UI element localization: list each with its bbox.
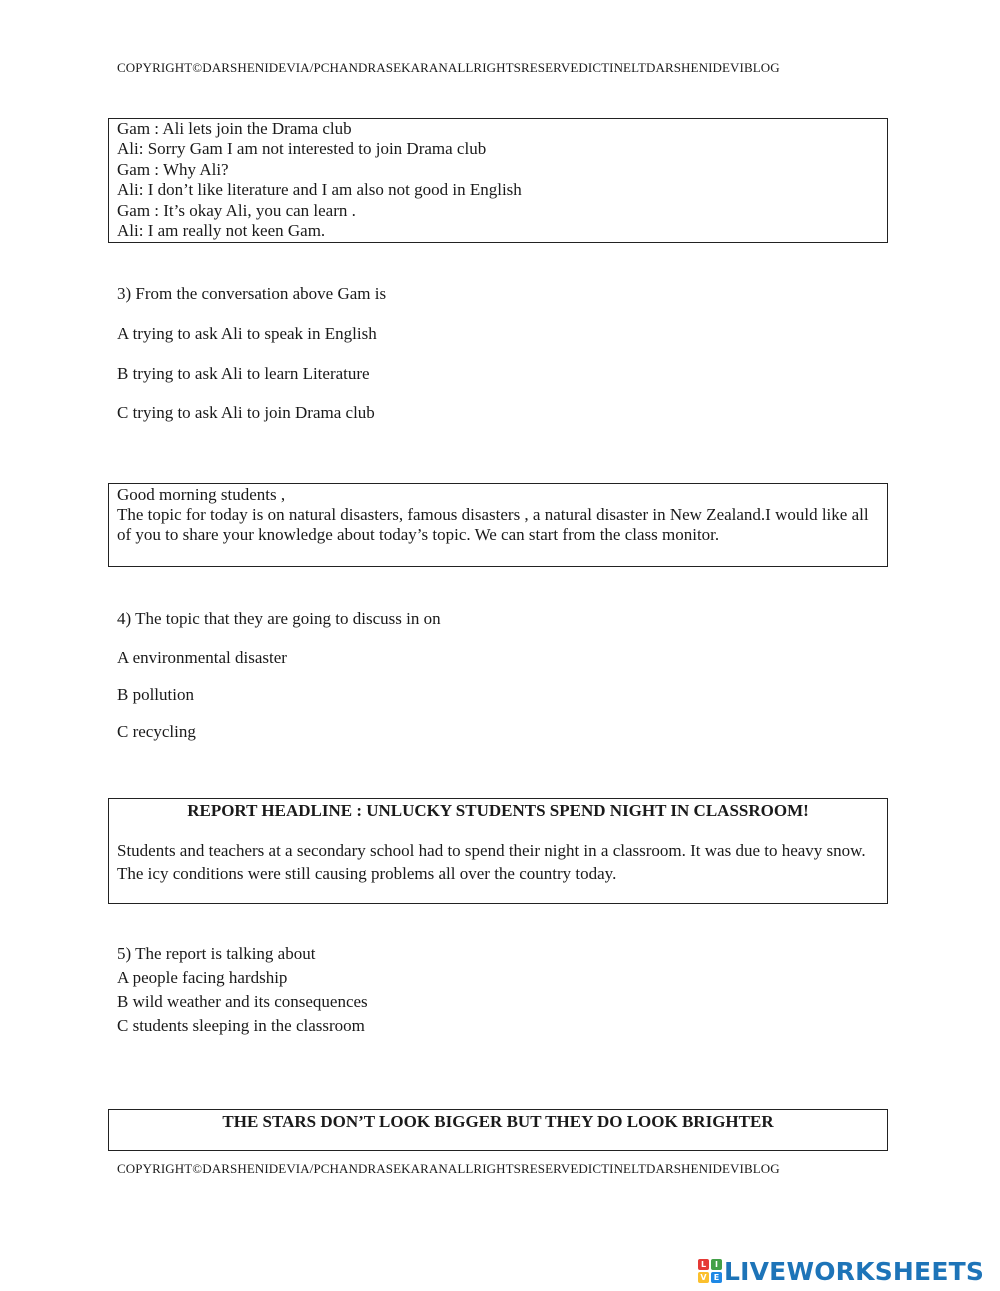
dialogue-line: Gam : Ali lets join the Drama club xyxy=(117,119,352,138)
announcement-body: The topic for today is on natural disasters, famous disasters , a natural disaster in New Zealand.I would like all of you to share your knowledge about today’s topic. We can start from the class monitor. xyxy=(117,505,869,544)
report-box xyxy=(108,798,888,904)
dialogue-line: Ali: I don’t like literature and I am also not good in English xyxy=(117,180,522,200)
q3-option-b: B trying to ask Ali to learn Literature xyxy=(117,364,370,383)
q3-option-a: A trying to ask Ali to speak in English xyxy=(117,324,377,343)
question-5: 5) The report is talking about xyxy=(117,944,316,963)
motto-box xyxy=(108,1109,888,1151)
dialogue-line: Ali: Sorry Gam I am not interested to join Drama club xyxy=(117,139,487,159)
q5-option-a: A people facing hardship xyxy=(117,968,288,987)
footer-copyright: COPYRIGHT©DARSHENIDEVIA/PCHANDRASEKARANALLRIGHTSRESERVEDICTINELTDARSHENIDEVIBLOG xyxy=(117,1161,780,1176)
announcement-greeting: Good morning students , xyxy=(117,485,286,504)
dialogue-line: Gam : Why Ali? xyxy=(117,159,229,179)
logo-cube: L xyxy=(698,1259,709,1270)
question-3: 3) From the conversation above Gam is xyxy=(117,284,387,303)
q3-option-c: C trying to ask Ali to join Drama club xyxy=(117,403,375,422)
motto-text: THE STARS DON’T LOOK BIGGER BUT THEY DO LOOK BRIGHTER xyxy=(222,1112,774,1131)
q5-option-c: C students sleeping in the classroom xyxy=(117,1016,365,1035)
logo-cube: E xyxy=(711,1272,722,1283)
q5-option-b: B wild weather and its consequences xyxy=(117,992,368,1011)
logo-text: LIVEWORKSHEETS xyxy=(724,1256,985,1286)
dialogue-box xyxy=(108,118,888,243)
header-copyright: COPYRIGHT©DARSHENIDEVIA/PCHANDRASEKARANALLRIGHTSRESERVEDICTINELTDARSHENIDEVIBLOG xyxy=(117,60,780,75)
dialogue-line: Gam : It’s okay Ali, you can learn . xyxy=(117,200,356,220)
announcement-box xyxy=(108,483,888,567)
logo-cubes-icon xyxy=(698,1259,722,1283)
question-4: 4) The topic that they are going to discuss in on xyxy=(117,609,441,628)
q4-option-b: B pollution xyxy=(117,685,194,704)
q4-option-c: C recycling xyxy=(117,722,196,741)
report-body: Students and teachers at a secondary school had to spend their night in a classroom. It was due to heavy snow. The icy conditions were still causing problems all over the country today. xyxy=(117,841,866,883)
report-headline: REPORT HEADLINE : UNLUCKY STUDENTS SPEND NIGHT IN CLASSROOM! xyxy=(187,801,809,820)
liveworksheets-logo[interactable] xyxy=(698,1256,984,1286)
logo-cube: V xyxy=(698,1272,709,1283)
logo-cube: I xyxy=(711,1259,722,1270)
dialogue-line: Ali: I am really not keen Gam. xyxy=(117,221,326,241)
q4-option-a: A environmental disaster xyxy=(117,648,287,667)
